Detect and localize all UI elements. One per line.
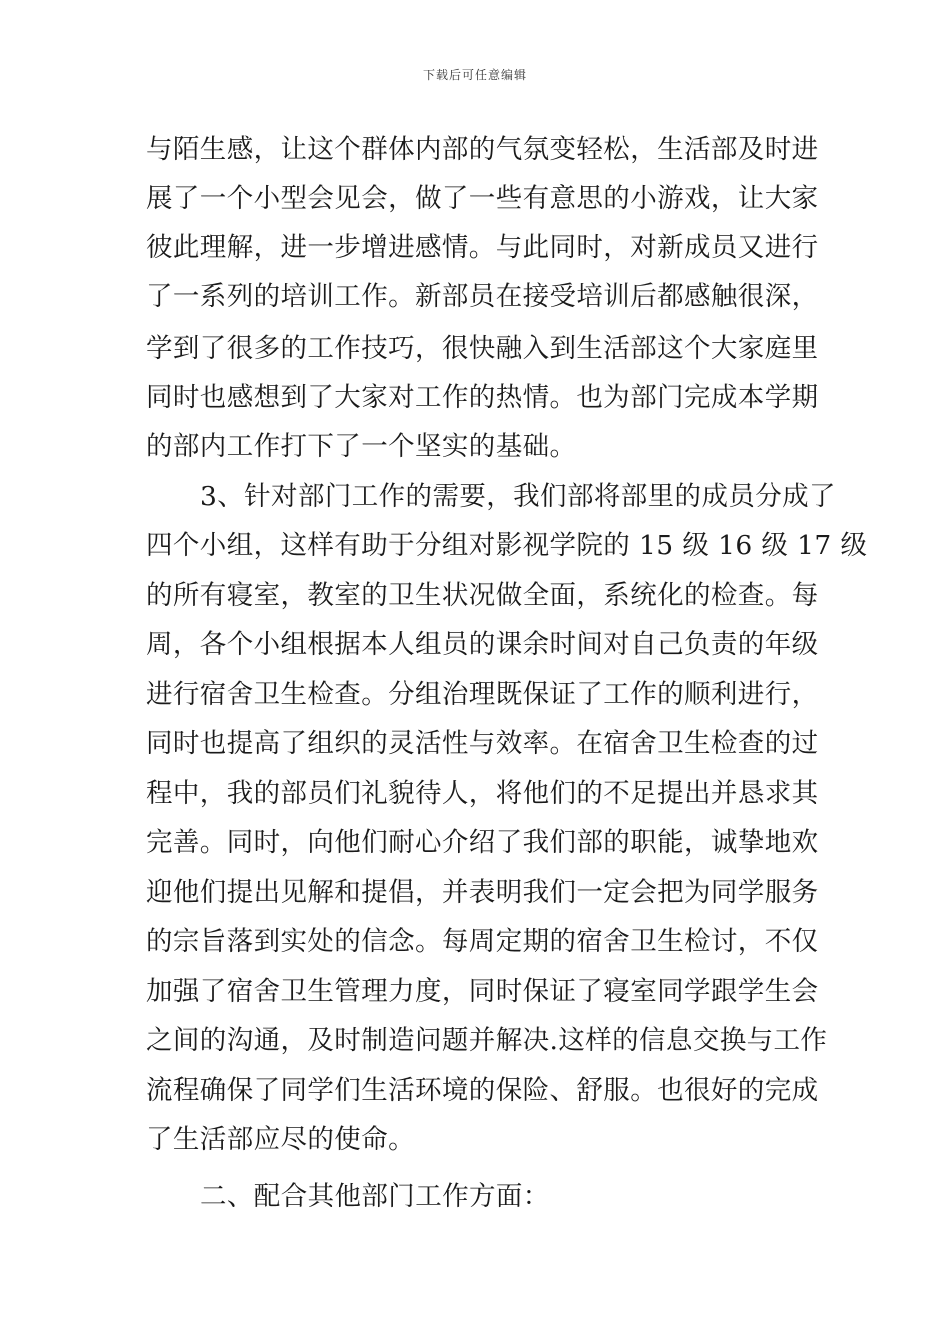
text-line: 了一系列的培训工作。新部员在接受培训后都感触很深，: [146, 281, 819, 312]
text-line: 同时也提高了组织的灵活性与效率。在宿舍卫生检查的过: [146, 728, 819, 759]
text-line: 四个小组，这样有助于分组对影视学院的 15 级 16 级 17 级: [146, 530, 868, 561]
text-line: 周，各个小组根据本人组员的课余时间对自己负责的年级: [146, 629, 819, 660]
text-line: 展了一个小型会见会，做了一些有意思的小游戏，让大家: [146, 183, 819, 214]
text-line: 3、针对部门工作的需要，我们部将部里的成员分成了: [200, 481, 836, 512]
text-line: 完善。同时，向他们耐心介绍了我们部的职能，诚挚地欢: [146, 827, 819, 858]
text-line: 学到了很多的工作技巧，很快融入到生活部这个大家庭里: [146, 333, 819, 364]
text-line: 进行宿舍卫生检查。分组治理既保证了工作的顺利进行，: [146, 679, 819, 710]
text-line: 同时也感想到了大家对工作的热情。也为部门完成本学期: [146, 382, 819, 413]
text-line: 加强了宿舍卫生管理力度，同时保证了寝室同学跟学生会: [146, 976, 819, 1007]
text-line: 流程确保了同学们生活环境的保险、舒服。也很好的完成: [146, 1075, 819, 1106]
text-line: 与陌生感，让这个群体内部的气氛变轻松，生活部及时进: [146, 134, 819, 165]
text-line: 的宗旨落到实处的信念。每周定期的宿舍卫生检讨，不仅: [146, 926, 819, 957]
text-line: 的部内工作打下了一个坚实的基础。: [146, 431, 577, 462]
text-line: 之间的沟通，及时制造问题并解决.这样的信息交换与工作: [146, 1025, 828, 1056]
page-header: 下载后可任意编辑: [422, 68, 527, 82]
text-line: 了生活部应尽的使命。: [146, 1124, 415, 1155]
text-line: 的所有寝室，教室的卫生状况做全面，系统化的检查。每: [146, 580, 819, 611]
text-line: 彼此理解，进一步增进感情。与此同时，对新成员又进行: [146, 232, 819, 263]
section-heading: 二、配合其他部门工作方面：: [200, 1181, 550, 1212]
text-line: 迎他们提出见解和提倡，并表明我们一定会把为同学服务: [146, 877, 819, 908]
text-line: 程中，我的部员们礼貌待人，将他们的不足提出并恳求其: [146, 778, 819, 809]
